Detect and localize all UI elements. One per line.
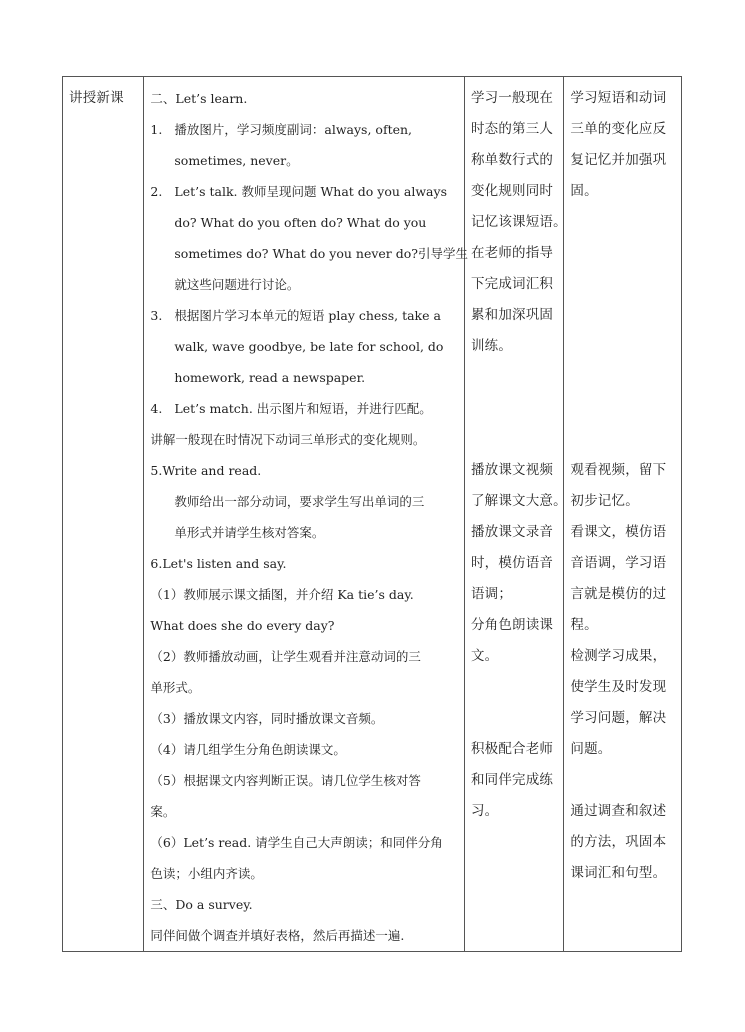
student-line: 变化规则同时	[470, 183, 554, 199]
student-line: 播放课文视频	[470, 462, 554, 478]
purpose-line: 复记忆并加强巩	[570, 152, 667, 168]
student-line: 下完成词汇积	[470, 276, 554, 292]
purpose-line: 检测学习成果，	[570, 648, 667, 664]
item-number: 1.	[150, 122, 163, 137]
content-line: 同伴间做个调查并填好表格，然后再描述一遍.	[150, 928, 405, 943]
spacer	[471, 672, 557, 734]
student-line: 语调；	[470, 586, 513, 602]
item-number: 2.	[150, 184, 163, 199]
student-line: 习。	[470, 803, 499, 819]
student-line: 称单数行式的	[470, 152, 554, 168]
purpose-line: 音语调，学习语	[570, 555, 667, 571]
purpose-line: 学习短语和动词	[570, 90, 667, 106]
content-line: （1）教师展示课文插图，并介绍 Ka tie’s day.	[150, 587, 414, 602]
content-line: （4）请几组学生分角色朗读课文。	[150, 742, 346, 757]
design-purpose-cell	[564, 77, 682, 952]
content-line: 就这些问题进行讨论。	[174, 277, 300, 292]
purpose-line: 通过调查和叙述	[570, 803, 667, 819]
content-line: 单形式。	[150, 680, 201, 695]
purpose-line: 观看视频，留下	[570, 462, 667, 478]
teaching-content-cell	[144, 77, 468, 952]
content-line: 4. Let’s match. 出示图片和短语，并进行匹配。	[150, 393, 458, 424]
content-line: （2）教师播放动画，让学生观看并注意动词的三	[150, 649, 421, 664]
content-line: 色读；小组内齐读。	[150, 866, 263, 881]
content-line: （6）Let’s read. 请学生自己大声朗读；和同伴分角	[150, 835, 443, 850]
content-line: 讲解一般现在时情况下动词三单形式的变化规则。	[150, 432, 426, 447]
lesson-plan-table	[62, 76, 682, 952]
purpose-line: 初步记忆。	[570, 493, 639, 509]
section-heading: 三、Do a survey.	[150, 897, 253, 912]
stage-label: 讲授新课	[69, 90, 124, 106]
student-line: 播放课文录音	[470, 524, 554, 540]
purpose-line: 程。	[570, 617, 598, 633]
purpose-line: 学习问题，解决	[570, 710, 667, 726]
content-line: sometimes, never。	[174, 153, 299, 168]
lesson-plan-sheet	[62, 76, 682, 950]
purpose-line: 言就是模仿的过	[570, 586, 667, 602]
section-heading: 5.Write and read.	[150, 463, 262, 478]
section-heading: 6.Let's listen and say.	[150, 556, 287, 571]
spacer	[570, 207, 675, 455]
content-line: do? What do you often do? What do you	[174, 215, 427, 230]
purpose-line: 三单的变化应反	[570, 121, 667, 137]
purpose-line: 的方法，巩固本	[570, 834, 667, 850]
stage-cell	[63, 77, 144, 952]
content-line: What does she do every day?	[150, 618, 335, 633]
content-line: homework, read a newspaper.	[174, 370, 366, 385]
spacer	[570, 765, 675, 796]
content-line: 1. 播放图片，学习频度副词：always, often,	[150, 114, 458, 145]
student-line: 训练。	[470, 338, 513, 354]
table-row	[63, 77, 682, 952]
student-line: 记忆该课短语。	[470, 214, 567, 230]
content-line: 2. Let’s talk. 教师呈现问题 What do you always	[150, 176, 458, 207]
purpose-line: 课词汇和句型。	[570, 865, 667, 881]
student-line: 在老师的指导	[470, 245, 554, 261]
student-line: 累和加深巩固	[470, 307, 554, 323]
content-line: sometimes do? What do you never do?引导学生	[174, 246, 468, 261]
student-line: 文。	[470, 648, 499, 664]
student-line: 分角色朗读课	[470, 617, 554, 633]
student-line: 学习一般现在	[470, 90, 554, 106]
content-line: （3）播放课文内容，同时播放课文音频。	[150, 711, 384, 726]
student-line: 时态的第三人	[470, 121, 554, 137]
content-line: 案。	[150, 804, 176, 819]
student-activity-cell	[464, 77, 567, 952]
student-line: 和同伴完成练	[470, 772, 554, 788]
content-line: walk, wave goodbye, be late for school, do	[174, 339, 444, 354]
purpose-line: 看课文，模仿语	[570, 524, 667, 540]
section-heading: 二、Let’s learn.	[150, 91, 248, 106]
purpose-line: 固。	[570, 183, 598, 199]
spacer	[471, 362, 557, 455]
student-line: 积极配合老师	[470, 741, 554, 757]
purpose-line: 使学生及时发现	[570, 679, 667, 695]
content-line: 单形式并请学生核对答案。	[174, 525, 325, 540]
content-line: （5）根据课文内容判断正误。请几位学生核对答	[150, 773, 421, 788]
content-line: 3. 根据图片学习本单元的短语 play chess, take a	[150, 300, 458, 331]
student-line: 时，模仿语音	[470, 555, 554, 571]
student-line: 了解课文大意。	[470, 493, 567, 509]
content-line: 教师给出一部分动词，要求学生写出单词的三	[174, 494, 425, 509]
item-number: 3.	[150, 308, 163, 323]
item-number: 4.	[150, 401, 163, 416]
purpose-line: 问题。	[570, 741, 612, 757]
